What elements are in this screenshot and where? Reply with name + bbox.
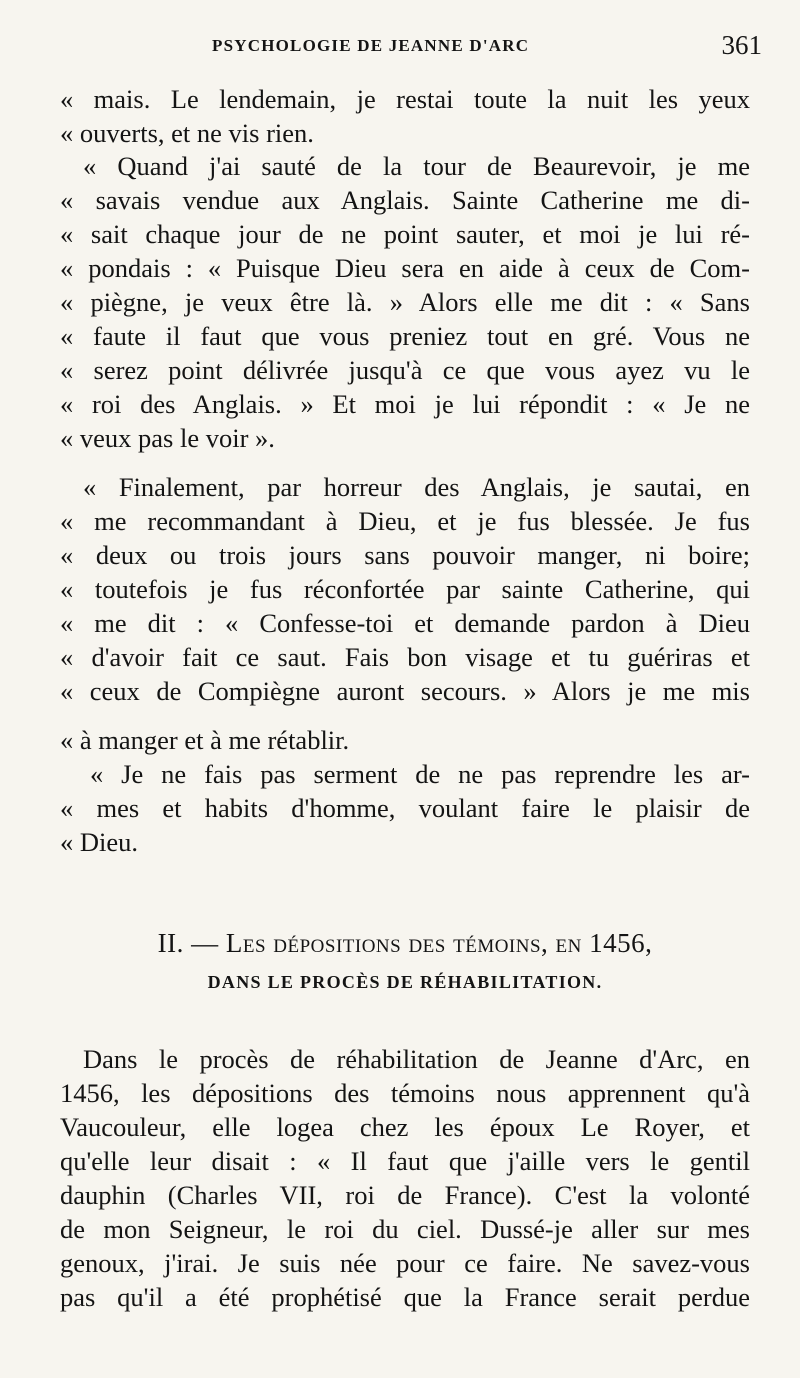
text-line: pas qu'il a été prophétisé que la France serait perdue	[60, 1282, 750, 1312]
text-line: qu'elle leur disait : « Il faut que j'aille vers le gentil	[60, 1146, 750, 1176]
text-line: « me dit : « Confesse-toi et demande pardon à Dieu	[60, 608, 750, 638]
text-line: 1456, les dépositions des témoins nous apprennent qu'à	[60, 1078, 750, 1108]
section-subheading: DANS LE PROCÈS DE RÉHABILITATION.	[207, 972, 603, 992]
text-line: « Dieu.	[60, 827, 139, 857]
page-number: 361	[721, 30, 762, 60]
text-line: de mon Seigneur, le roi du ciel. Dussé-je aller sur mes	[60, 1214, 750, 1244]
text-line: « Je ne fais pas serment de ne pas reprendre les ar-	[90, 759, 750, 789]
text-line: « ouverts, et ne vis rien.	[60, 118, 314, 148]
text-line: « d'avoir fait ce saut. Fais bon visage et tu guériras et	[60, 642, 750, 672]
text-line: Dans le procès de réhabilitation de Jeanne d'Arc, en	[83, 1044, 750, 1074]
text-line: dauphin (Charles VII, roi de France). C'est la volonté	[60, 1180, 750, 1210]
text-line: « serez point délivrée jusqu'à ce que vous ayez vu le	[60, 355, 750, 385]
text-line: « pondais : « Puisque Dieu sera en aide à ceux de Com-	[60, 253, 750, 283]
text-line: « mais. Le lendemain, je restai toute la nuit les yeux	[60, 84, 750, 114]
text-line: « Finalement, par horreur des Anglais, je sautai, en	[83, 472, 750, 502]
text-line: Vaucouleur, elle logea chez les époux Le Royer, et	[60, 1112, 750, 1142]
section-heading: II. — Les dépositions des témoins, en 1456,	[157, 928, 653, 958]
text-line: « toutefois je fus réconfortée par sainte Catherine, qui	[60, 574, 750, 604]
text-line: « veux pas le voir ».	[60, 423, 275, 453]
text-line: « savais vendue aux Anglais. Sainte Catherine me di-	[60, 185, 750, 215]
text-line: « piègne, je veux être là. » Alors elle me dit : « Sans	[60, 287, 750, 317]
text-line: « ceux de Compiègne auront secours. » Alors je me mis	[60, 676, 750, 706]
text-line: « deux ou trois jours sans pouvoir manger, ni boire;	[60, 540, 750, 570]
text-line: genoux, j'irai. Je suis née pour ce faire. Ne savez-vous	[60, 1248, 750, 1278]
text-line: « Quand j'ai sauté de la tour de Beaurevoir, je me	[83, 151, 750, 181]
text-line: « faute il faut que vous preniez tout en gré. Vous ne	[60, 321, 750, 351]
text-line: « roi des Anglais. » Et moi je lui répondit : « Je ne	[60, 389, 750, 419]
text-line: « sait chaque jour de ne point sauter, et moi je lui ré-	[60, 219, 750, 249]
running-head-title: PSYCHOLOGIE DE JEANNE D'ARC	[212, 36, 530, 55]
text-line: « mes et habits d'homme, voulant faire le plaisir de	[60, 793, 750, 823]
text-line: « à manger et à me rétablir.	[60, 725, 350, 755]
running-head	[60, 30, 762, 70]
text-line: « me recommandant à Dieu, et je fus blessée. Je fus	[60, 506, 750, 536]
